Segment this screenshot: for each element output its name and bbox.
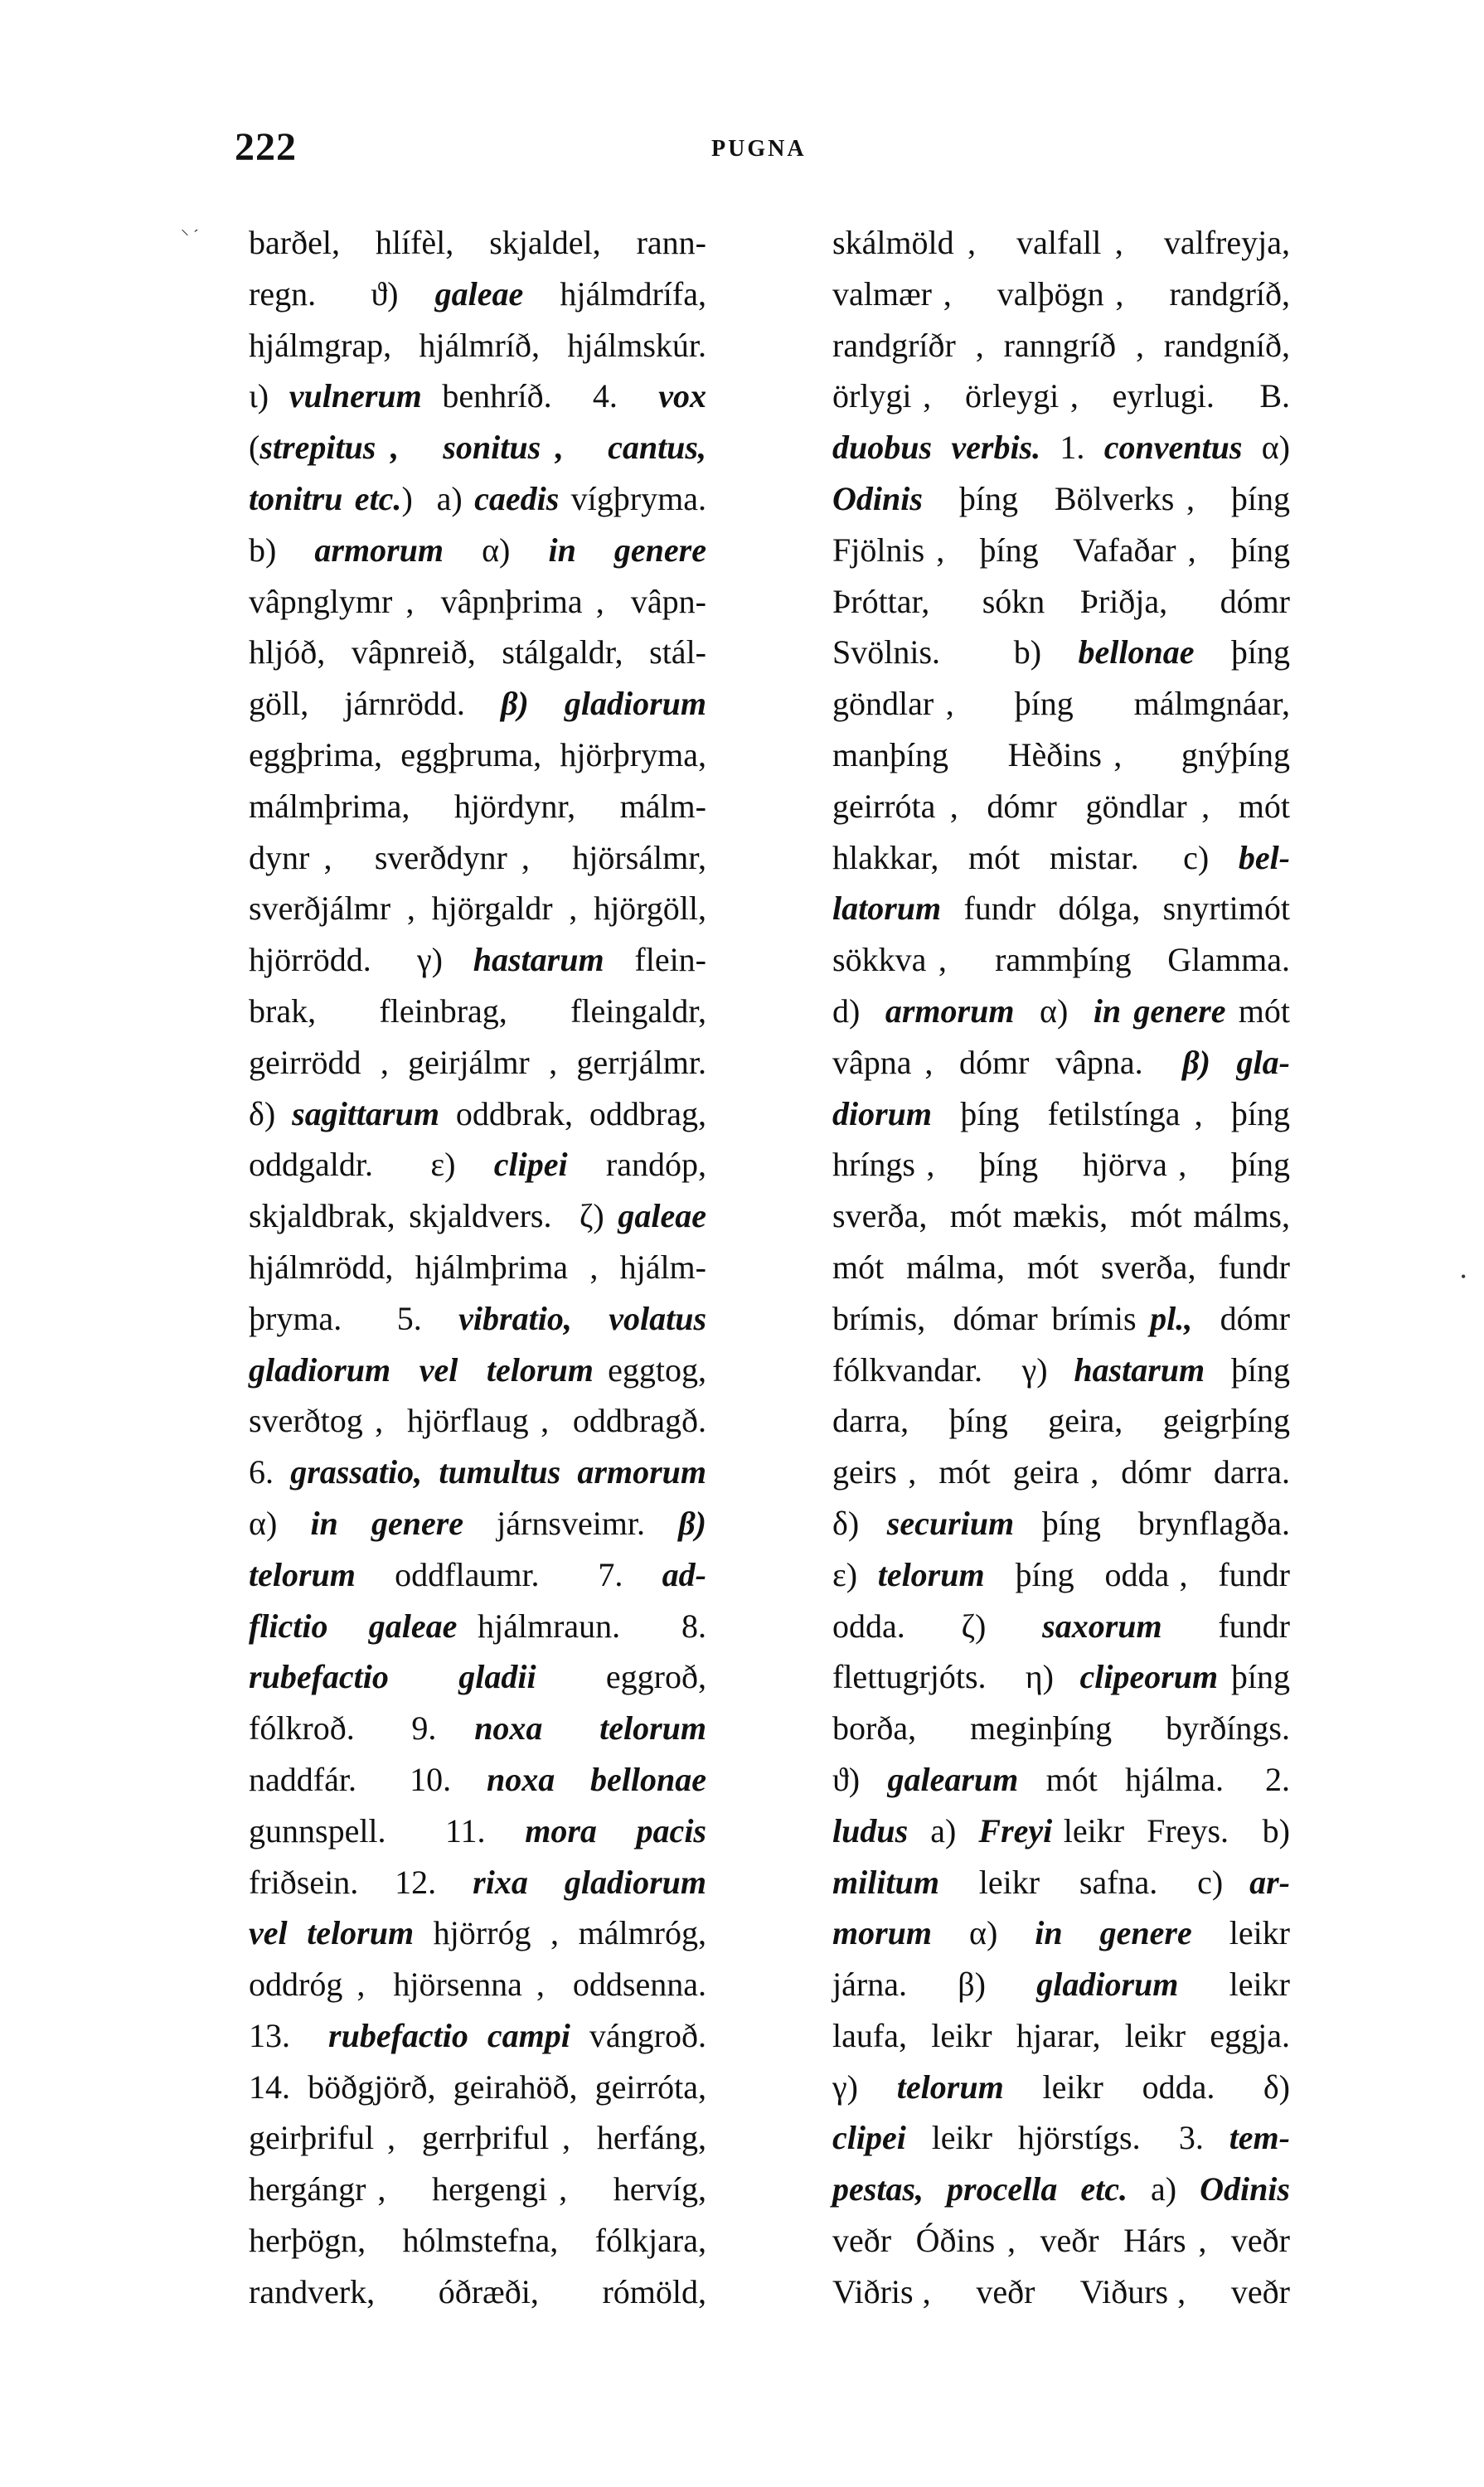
page-header <box>0 124 1484 174</box>
text-line <box>832 473 1290 525</box>
latin-term: vulnerum <box>289 377 422 415</box>
text-run: b) <box>249 531 315 569</box>
text-line <box>249 2010 706 2062</box>
text-run: leikr Freys. b) <box>1052 1811 1290 1849</box>
text-run: eggtog, <box>593 1350 706 1389</box>
text-line <box>832 934 1290 986</box>
text-run: α) <box>932 1914 1035 1952</box>
text-run: mót <box>1225 991 1291 1030</box>
text-line <box>832 1242 1290 1293</box>
text-line <box>249 2266 706 2318</box>
text-run: örlygi , örleygi , eyrlugi. B. <box>832 377 1290 415</box>
latin-term: clipei <box>493 1146 568 1184</box>
text-line <box>249 473 706 525</box>
text-line <box>832 2062 1290 2113</box>
text-line <box>832 1959 1290 2010</box>
text-line <box>832 320 1290 371</box>
text-run: járnsveimr. <box>463 1504 679 1542</box>
text-line <box>249 1754 706 1806</box>
text-line <box>249 1601 706 1652</box>
text-line <box>832 678 1290 730</box>
text-run: geirróta , dómr göndlar , mót <box>832 787 1290 825</box>
text-line <box>249 269 706 320</box>
text-line <box>832 1601 1290 1652</box>
text-line <box>832 1857 1290 1908</box>
latin-term: clipei <box>832 2119 906 2157</box>
text-run: 13. <box>249 2016 329 2054</box>
text-run: regn. ϑ) <box>249 274 435 313</box>
text-run: skjaldbrak, skjaldvers. ζ) <box>249 1197 618 1235</box>
text-run: hjörróg , málmróg, <box>414 1914 706 1952</box>
running-head: PUGNA <box>711 136 807 162</box>
text-run: randóp, <box>567 1146 706 1184</box>
text-line <box>832 1549 1290 1601</box>
margin-mark-left: ⸌ ˊ <box>181 227 199 245</box>
latin-term: telorum <box>249 1555 356 1593</box>
text-line <box>832 576 1290 628</box>
text-run: oddflaumr. 7. <box>355 1555 662 1593</box>
text-line <box>832 1498 1290 1549</box>
latin-term: saxorum <box>1042 1607 1162 1645</box>
latin-term: rixa gladiorum <box>473 1863 706 1901</box>
text-run: hljóð, vâpnreið, stálgaldr, stál- <box>249 633 706 671</box>
text-line <box>832 1088 1290 1140</box>
text-line <box>249 1037 706 1088</box>
text-line <box>249 2164 706 2215</box>
text-line <box>832 269 1290 320</box>
text-run: Svölnis. b) <box>832 633 1079 671</box>
text-run: darra, þíng geira, geigrþíng <box>832 1402 1290 1440</box>
text-line <box>249 730 706 781</box>
text-run: hergángr , hergengi , hervíg, <box>249 2170 706 2208</box>
text-run: α) <box>1242 429 1291 467</box>
latin-term: galeae <box>434 274 524 313</box>
text-line <box>832 2164 1290 2215</box>
text-line <box>249 1345 706 1396</box>
text-line <box>249 217 706 269</box>
latin-term: β) <box>678 1504 706 1542</box>
text-line <box>249 2112 706 2164</box>
latin-term: β) gla- <box>1182 1043 1290 1081</box>
text-line <box>832 1754 1290 1806</box>
text-run: γ) <box>832 2068 897 2106</box>
text-line <box>832 371 1290 422</box>
latin-term: tem- <box>1229 2119 1290 2157</box>
latin-term: vibratio, volatus <box>458 1299 707 1337</box>
text-run: hjálmdrífa, <box>523 274 706 313</box>
text-line <box>249 781 706 832</box>
text-line <box>832 2215 1290 2266</box>
text-run: leikr hjörstígs. 3. <box>905 2119 1229 2157</box>
text-line <box>249 627 706 678</box>
text-line <box>249 986 706 1037</box>
text-line <box>249 1190 706 1242</box>
text-line <box>832 1703 1290 1754</box>
latin-term: bel- <box>1238 838 1290 876</box>
latin-term: sagittarum <box>292 1094 439 1132</box>
text-line <box>249 1806 706 1857</box>
text-line <box>832 525 1290 576</box>
latin-term: noxa telorum <box>474 1709 706 1748</box>
latin-term: mora pacis <box>525 1811 706 1849</box>
latin-term: strepitus , sonitus , cantus, <box>259 429 706 467</box>
text-line <box>249 371 706 422</box>
text-run: eggroð, <box>536 1658 706 1696</box>
text-line <box>832 1037 1290 1088</box>
text-line <box>832 217 1290 269</box>
latin-term: securium <box>886 1504 1015 1542</box>
latin-term: Odinis <box>1200 2170 1290 2208</box>
text-run: þíng <box>1205 1350 1290 1389</box>
text-line <box>249 1549 706 1601</box>
latin-term: hastarum <box>473 941 604 979</box>
latin-term: in genere <box>1093 991 1226 1030</box>
text-run: ι) <box>249 377 289 415</box>
text-line <box>249 1651 706 1703</box>
text-line <box>249 883 706 934</box>
latin-term: rubefactio campi <box>328 2016 570 2054</box>
text-run: oddbrak, oddbrag, <box>439 1094 707 1132</box>
text-line <box>832 1806 1290 1857</box>
latin-term: tonitru etc. <box>249 479 402 517</box>
text-run: hjálmraun. 8. <box>457 1607 706 1645</box>
latin-term: armorum <box>314 531 444 569</box>
latin-term: gladiorum <box>1036 1966 1179 2004</box>
text-line <box>832 730 1290 781</box>
text-run: sverðjálmr , hjörgaldr , hjörgöll, <box>249 890 706 928</box>
text-run: málmþrima, hjördynr, málm- <box>249 787 706 825</box>
text-run: a) <box>908 1811 979 1849</box>
text-run: ) a) <box>401 479 475 517</box>
text-run: oddróg , hjörsenna , oddsenna. <box>249 1966 706 2004</box>
latin-term: morum <box>832 1914 933 1952</box>
text-line <box>832 2010 1290 2062</box>
text-run: flettugrjóts. η) <box>832 1658 1080 1696</box>
text-run: Fjölnis , þíng Vafaðar , þíng <box>832 531 1290 569</box>
latin-term: telorum <box>896 2068 1004 2106</box>
text-line <box>832 1447 1290 1498</box>
latin-term: in genere <box>1035 1914 1192 1952</box>
text-run: brak, fleinbrag, fleingaldr, <box>249 991 706 1030</box>
text-line <box>249 1088 706 1140</box>
text-run: þíng Bölverks , þíng <box>922 479 1290 517</box>
text-run: 6. <box>249 1453 291 1491</box>
latin-term: diorum <box>832 1094 933 1132</box>
text-run: þryma. 5. <box>249 1299 459 1337</box>
text-run: hríngs , þíng hjörva , þíng <box>832 1146 1290 1184</box>
text-run: α) <box>1014 991 1094 1030</box>
text-run: mót hjálma. 2. <box>1018 1760 1291 1798</box>
text-line <box>249 1703 706 1754</box>
latin-term: in genere <box>310 1504 464 1542</box>
latin-term: telorum <box>877 1555 985 1593</box>
latin-term: duobus verbis. <box>832 429 1041 467</box>
latin-term: Freyi <box>978 1811 1053 1849</box>
text-run: ϑ) <box>832 1760 888 1798</box>
text-line <box>249 1959 706 2010</box>
text-line <box>249 1857 706 1908</box>
text-line <box>249 832 706 884</box>
text-run: δ) <box>249 1094 293 1132</box>
text-line <box>249 576 706 628</box>
latin-term: ar- <box>1249 1863 1290 1901</box>
text-line <box>832 1293 1290 1345</box>
text-run: randverk, óðræði, rómöld, <box>249 2272 706 2310</box>
text-line <box>249 1447 706 1498</box>
latin-term: pestas, procella etc. <box>832 2170 1128 2208</box>
text-run: þíng <box>1194 633 1290 671</box>
text-run: vángroð. <box>570 2016 706 2054</box>
text-line <box>832 1345 1290 1396</box>
latin-term: rubefactio gladii <box>249 1658 536 1696</box>
text-run: vâpna , dómr vâpna. <box>832 1043 1183 1081</box>
latin-term: latorum <box>832 890 942 928</box>
text-run: göndlar , þíng málmgnáar, <box>832 685 1290 723</box>
text-run: hjálmrödd, hjálmþrima , hjálm- <box>249 1248 706 1286</box>
text-run: 1. <box>1040 429 1104 467</box>
text-run: Viðris , veðr Viðurs , veðr <box>832 2272 1290 2310</box>
latin-term: armorum <box>885 991 1015 1030</box>
latin-term: clipeorum <box>1079 1658 1219 1696</box>
text-run: borða, meginþíng byrðíngs. <box>832 1709 1290 1748</box>
text-line <box>249 678 706 730</box>
latin-term: gladiorum vel telorum <box>249 1350 594 1389</box>
text-run: randgríðr , ranngríð , randgníð, <box>832 326 1290 364</box>
text-run: sverðtog , hjörflaug , oddbragð. <box>249 1402 706 1440</box>
text-line <box>249 1908 706 1959</box>
text-line <box>249 1498 706 1549</box>
text-run: vígþryma. <box>559 479 706 517</box>
text-run: barðel, hlífèl, skjaldel, rann- <box>249 224 706 261</box>
text-run: benhríð. 4. <box>421 377 659 415</box>
latin-term: ludus <box>832 1811 909 1849</box>
text-run: leikr safna. c) <box>938 1863 1250 1901</box>
text-run: δ) <box>832 1504 887 1542</box>
text-run: ε) <box>832 1555 878 1593</box>
text-run: manþíng Hèðins , gnýþíng <box>832 735 1290 773</box>
latin-term: conventus <box>1103 429 1243 467</box>
text-run: naddfár. 10. <box>249 1760 487 1798</box>
text-run: herþögn, hólmstefna, fólkjara, <box>249 2222 706 2260</box>
text-line <box>249 2062 706 2113</box>
text-run: α) <box>444 531 549 569</box>
latin-term: vox <box>658 377 706 415</box>
text-line <box>832 986 1290 1037</box>
text-run: d) <box>832 991 885 1030</box>
right-text-column <box>832 217 1290 2318</box>
latin-term: ad- <box>662 1555 706 1593</box>
latin-term: hastarum <box>1074 1350 1205 1389</box>
text-run: laufa, leikr hjarar, leikr eggja. <box>832 2016 1290 2054</box>
text-run: α) <box>249 1504 311 1542</box>
text-run: brímis, dómar brímis <box>832 1299 1151 1337</box>
text-line <box>832 883 1290 934</box>
text-run: a) <box>1127 2170 1200 2208</box>
text-run: Þróttar, sókn Þriðja, dómr <box>832 582 1290 620</box>
latin-term: Odinis <box>832 479 923 517</box>
text-line <box>832 2266 1290 2318</box>
text-run: 14. böðgjörð, geirahöð, geirróta, <box>249 2068 706 2106</box>
latin-term: galeae <box>618 1197 706 1235</box>
text-line <box>249 422 706 473</box>
text-line <box>249 1139 706 1190</box>
text-run: göll, járnrödd. <box>249 685 501 723</box>
text-run: járna. β) <box>832 1966 1037 2004</box>
text-run: sökkva , rammþíng Glamma. <box>832 941 1290 979</box>
text-run: dynr , sverðdynr , hjörsálmr, <box>249 838 706 876</box>
text-run: fólkroð. 9. <box>249 1709 475 1748</box>
text-run: vâpnglymr , vâpnþrima , vâpn- <box>249 582 706 620</box>
latin-term: vel telorum <box>249 1914 415 1952</box>
text-line <box>832 1908 1290 1959</box>
text-line <box>249 1242 706 1293</box>
text-line <box>249 934 706 986</box>
latin-term: β) gladiorum <box>500 685 706 723</box>
text-run: eggþrima, eggþruma, hjörþryma, <box>249 735 706 773</box>
text-run: skálmöld , valfall , valfreyja, <box>832 224 1290 261</box>
latin-term: grassatio, tumultus armorum <box>290 1453 706 1491</box>
text-run: hjálmgrap, hjálmríð, hjálmskúr. <box>249 326 706 364</box>
text-line <box>832 627 1290 678</box>
text-run: veðr Óðins , veðr Hárs , veðr <box>832 2222 1290 2260</box>
latin-term: pl., <box>1150 1299 1193 1337</box>
text-run: þíng <box>1218 1658 1290 1696</box>
text-line <box>249 2215 706 2266</box>
text-line <box>832 1651 1290 1703</box>
text-run: oddgaldr. ε) <box>249 1146 494 1184</box>
text-line <box>249 1293 706 1345</box>
text-run: flein- <box>604 941 707 979</box>
text-line <box>249 1395 706 1447</box>
text-run: fólkvandar. γ) <box>832 1350 1074 1389</box>
text-run: mót málma, mót sverða, fundr <box>832 1248 1290 1286</box>
text-line <box>249 525 706 576</box>
latin-term: in genere <box>548 531 706 569</box>
text-run: valmær , valþögn , randgríð, <box>832 274 1290 313</box>
text-run: þíng brynflagða. <box>1014 1504 1290 1542</box>
latin-term: noxa bellonae <box>486 1760 706 1798</box>
text-run: dómr <box>1192 1299 1290 1337</box>
text-run: geirþriful , gerrþriful , herfáng, <box>249 2119 706 2157</box>
text-run: odda. ζ) <box>832 1607 1043 1645</box>
text-line <box>832 781 1290 832</box>
text-run: geirrödd , geirjálmr , gerrjálmr. <box>249 1043 706 1081</box>
latin-term: bellonae <box>1078 633 1195 671</box>
text-run: hjörrödd. γ) <box>249 941 473 979</box>
text-run: leikr <box>1178 1966 1290 2004</box>
text-run: gunnspell. 11. <box>249 1811 526 1849</box>
text-line <box>832 1190 1290 1242</box>
latin-term: caedis <box>474 479 560 517</box>
left-text-column <box>249 217 706 2318</box>
text-run: fundr dólga, snyrtimót <box>941 890 1290 928</box>
text-line <box>832 832 1290 884</box>
text-run: fundr <box>1161 1607 1291 1645</box>
text-run: þíng odda , fundr <box>984 1555 1290 1593</box>
text-run: ( <box>249 429 260 467</box>
text-line <box>832 422 1290 473</box>
latin-term: galearum <box>887 1760 1019 1798</box>
text-line <box>832 2112 1290 2164</box>
text-line <box>249 320 706 371</box>
text-line <box>832 1139 1290 1190</box>
text-run: leikr odda. δ) <box>1003 2068 1290 2106</box>
page-number: 222 <box>235 125 297 169</box>
latin-term: flictio galeae <box>249 1607 458 1645</box>
text-run: friðsein. 12. <box>249 1863 473 1901</box>
text-run: þíng fetilstínga , þíng <box>932 1094 1290 1132</box>
margin-mark-right: • <box>1461 1268 1467 1285</box>
latin-term: militum <box>832 1863 939 1901</box>
text-run: hlakkar, mót mistar. c) <box>832 838 1239 876</box>
text-run: sverða, mót mækis, mót málms, <box>832 1197 1290 1235</box>
text-line <box>832 1395 1290 1447</box>
text-run: geirs , mót geira , dómr darra. <box>832 1453 1290 1491</box>
text-run: leikr <box>1191 1914 1290 1952</box>
